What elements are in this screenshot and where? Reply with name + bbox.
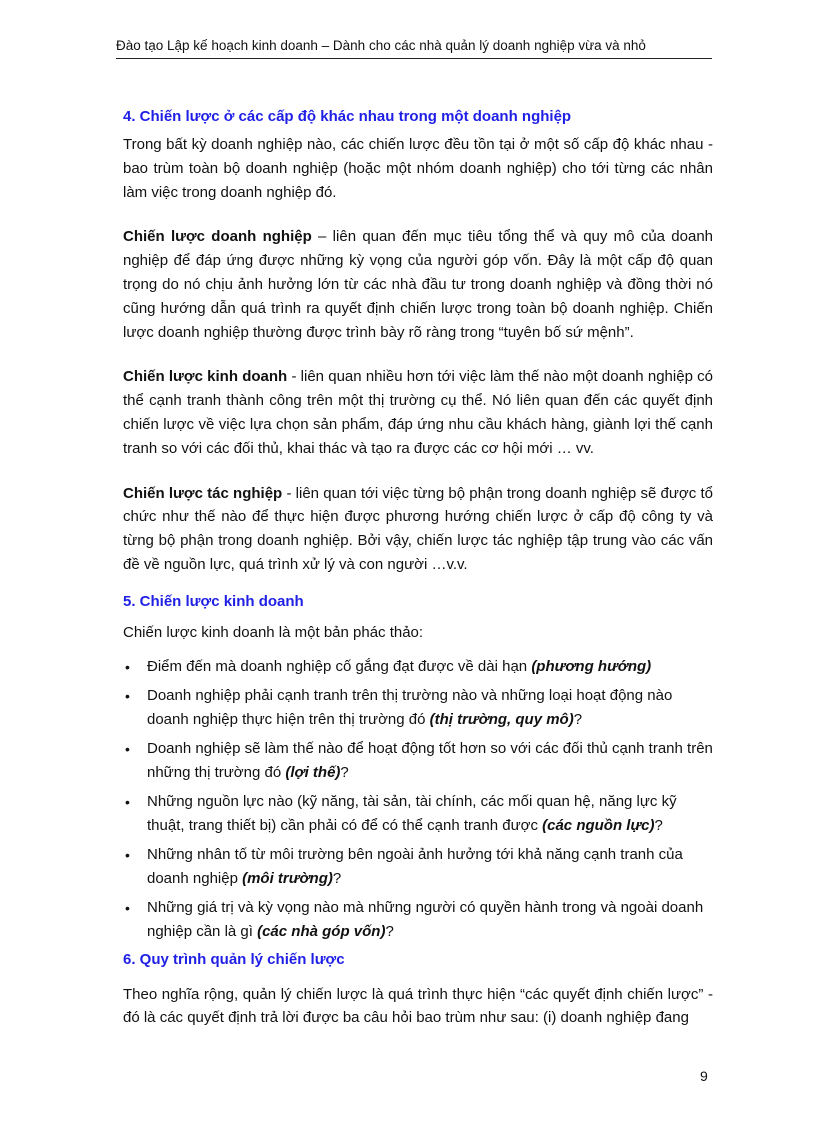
bullet-icon: •: [125, 658, 130, 675]
section-5-title: 5. Chiến lược kinh doanh: [123, 592, 304, 610]
bullet-icon: •: [125, 740, 130, 757]
business-strategy-paragraph: [123, 365, 713, 460]
bullet-icon: •: [125, 793, 130, 810]
list-item: • Những nhân tố từ môi trường bên ngoài ảnh hưởng tới khả năng cạnh tranh của doanh nghiệp (môi trường)?: [123, 843, 713, 891]
operational-strategy-paragraph: [123, 482, 713, 577]
operational-strategy-text: - liên quan tới việc từng bộ phận trong doanh nghiệp sẽ được tổ chức như thế nào để thực hiện được phương hướng chiến lược ở cấp độ công ty và từng bộ phận trong doanh nghiệp. Bởi vậy, chiến lược tác nghiệp tập trung vào các vấn đề về nguồn lực, quá trình xử lý và con người …v.v.: [123, 484, 713, 573]
list-item: • Doanh nghiệp sẽ làm thế nào để hoạt động tốt hơn so với các đối thủ cạnh tranh trên những thị trường đó (lợi thế)?: [123, 737, 713, 785]
list-item: • Những giá trị và kỳ vọng nào mà những người có quyền hành trong và ngoài doanh nghiệp cần là gì (các nhà góp vốn)?: [123, 896, 713, 944]
section-5-intro: Chiến lược kinh doanh là một bản phác thảo:: [123, 623, 424, 641]
section-4-intro: Trong bất kỳ doanh nghiệp nào, các chiến lược đều tồn tại ở một số cấp độ khác nhau - bao trùm toàn bộ doanh nghiệp (hoặc một nhóm doanh nghiệp) cho tới từng các nhân làm việc trong doanh nghiệp đó.: [123, 136, 713, 201]
running-header: Đào tạo Lập kế hoạch kinh doanh – Dành cho các nhà quản lý doanh nghiệp vừa và nhỏ: [116, 38, 712, 59]
section-6-title: 6. Quy trình quản lý chiến lược: [123, 950, 345, 968]
page-number: 9: [700, 1068, 708, 1084]
section-4-title: 4. Chiến lược ở các cấp độ khác nhau trong một doanh nghiệp: [123, 108, 572, 125]
bullet-icon: •: [125, 687, 130, 704]
business-strategy-term: Chiến lược kinh doanh: [123, 368, 288, 386]
list-item: • Những nguồn lực nào (kỹ năng, tài sản, tài chính, các mối quan hệ, năng lực kỹ thuật, trang thiết bị) cần phải có để có thể cạnh tranh được (các nguồn lực)?: [123, 790, 713, 838]
bullet-icon: •: [125, 899, 130, 916]
list-item: • Doanh nghiệp phải cạnh tranh trên thị trường nào và những loại hoạt động nào doanh nghiệp thực hiện trên thị trường đó (thị trường, quy mô)?: [123, 684, 713, 732]
corporate-strategy-text: – liên quan đến mục tiêu tổng thể và quy mô của doanh nghiệp để đáp ứng được những kỳ vọng của người góp vốn. Đây là một cấp độ quan trọng do nó chịu ảnh hưởng lớn từ các nhà đầu tư trong doanh nghiệp và đồng thời nó cũng hướng dẫn quá trình ra quyết định chiến lược trong toàn bộ doanh nghiệp. Chiến lược doanh nghiệp thường được trình bày rõ ràng trong “tuyên bố sứ mệnh”.: [123, 228, 714, 341]
section-6-intro: Theo nghĩa rộng, quản lý chiến lược là quá trình thực hiện “các quyết định chiến lược” - đó là các quyết định trả lời được ba câu hỏi bao trùm như sau: (i) doanh nghiệp đang: [123, 985, 713, 1027]
bullet-icon: •: [125, 846, 130, 863]
operational-strategy-term: Chiến lược tác nghiệp: [123, 484, 283, 502]
business-strategy-text: - liên quan nhiều hơn tới việc làm thế nào một doanh nghiệp có thể cạnh tranh thành công trên một thị trường cụ thể. Nó liên quan đến các quyết định chiến lược về việc lựa chọn sản phẩm, đáp ứng nhu cầu khách hàng, giành lợi thế cạnh tranh so với các đối thủ, khai thác và tạo ra được các cơ hội mới … vv.: [123, 368, 713, 457]
list-item: • Điểm đến mà doanh nghiệp cố gắng đạt được về dài hạn (phương hướng): [123, 655, 713, 679]
page-content: [123, 106, 713, 1030]
corporate-strategy-paragraph: [123, 225, 713, 344]
strategy-bullet-list: [123, 655, 713, 944]
corporate-strategy-term: Chiến lược doanh nghiệp: [123, 228, 312, 246]
